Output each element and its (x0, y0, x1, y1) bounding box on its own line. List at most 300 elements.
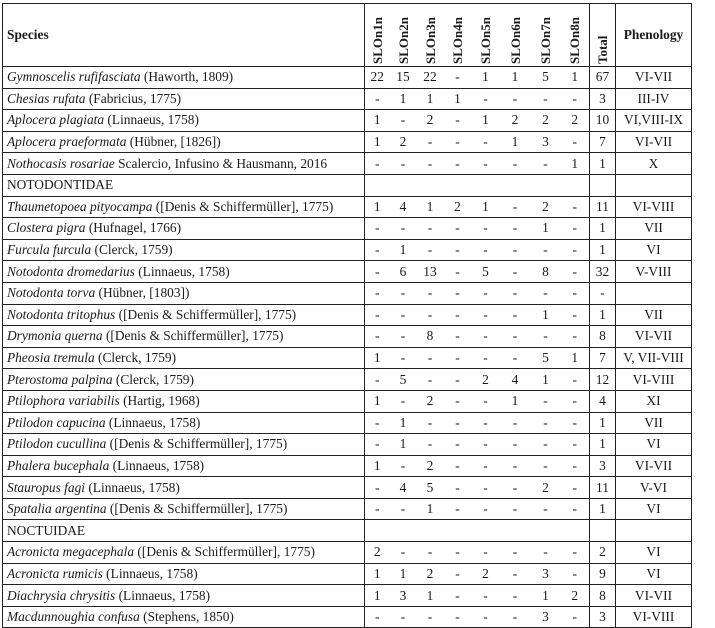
site-count: - (455, 306, 460, 322)
scientific-name: Notodonta torva (7, 285, 96, 301)
family-row (3, 520, 692, 542)
table-row (3, 196, 692, 218)
table-row (3, 455, 692, 477)
site-count: - (483, 479, 488, 495)
site-count: - (512, 479, 518, 495)
site-count: - (483, 436, 488, 452)
species-name (3, 326, 365, 348)
site-count: - (512, 198, 518, 214)
table-row (3, 304, 692, 326)
site-count: - (375, 414, 380, 430)
site-count: 2 (482, 565, 489, 581)
site-count: - (543, 90, 548, 106)
scientific-name: Ptilophora variabilis (7, 393, 120, 409)
phenology-value: V-VIII (635, 263, 672, 279)
site-count: - (375, 501, 380, 517)
site-count: - (512, 306, 518, 322)
total-count: 32 (590, 261, 616, 283)
site-count: 1 (373, 198, 381, 214)
table-row (3, 390, 692, 412)
family-row (3, 174, 692, 196)
site-count: - (455, 587, 460, 603)
scientific-name: Gymnoscelis rufifasciata (7, 69, 141, 85)
site-count: 1 (542, 371, 549, 387)
site-count: - (400, 112, 406, 128)
species-name (3, 369, 365, 391)
site-count: 5 (482, 263, 489, 279)
site-count (472, 520, 500, 542)
site-count: - (512, 609, 518, 625)
author: (Linnaeus, 1758) (102, 565, 198, 581)
site-count: 1 (373, 134, 381, 150)
site-count: - (400, 328, 406, 344)
total-count (590, 174, 616, 196)
site-count: - (483, 457, 488, 473)
site-count: - (375, 328, 380, 344)
scientific-name: Ptilodon capucina (7, 414, 106, 430)
site-count: 1 (373, 350, 381, 366)
site-count: - (375, 306, 380, 322)
site-count: 3 (542, 134, 549, 150)
site-count: - (455, 501, 460, 517)
table-body (3, 67, 692, 628)
site-count: - (512, 328, 518, 344)
site-count: 13 (423, 263, 437, 279)
scientific-name: Acronicta rumicis (7, 565, 103, 581)
site-count: - (427, 306, 433, 322)
site-count: - (483, 242, 488, 258)
site-count: - (572, 242, 577, 258)
site-count: 1 (373, 587, 381, 603)
scientific-name: Nothocasis rosariae (7, 155, 115, 171)
site-count: 2 (399, 134, 407, 150)
site-count (417, 174, 444, 196)
site-count: 1 (571, 155, 579, 171)
site-count: - (483, 285, 488, 301)
site-count: 2 (426, 457, 434, 473)
site-count: - (483, 609, 488, 625)
site-count (444, 520, 472, 542)
site-count: 1 (426, 198, 434, 214)
species-name (3, 412, 365, 434)
species-name (3, 304, 365, 326)
site-count: - (512, 436, 518, 452)
total-count: 1 (590, 218, 616, 240)
species-name (3, 563, 365, 585)
site-count: - (400, 306, 406, 322)
author: (Clerck, 1759) (94, 350, 177, 366)
family-label: NOCTUIDAE (7, 522, 86, 538)
site-count: - (572, 263, 577, 279)
site-count: - (455, 457, 460, 473)
species-name (3, 542, 365, 564)
scientific-name: Notodonta tritophus (7, 306, 116, 322)
site-header: SLOn7n (538, 17, 553, 64)
site-count: 22 (370, 69, 384, 85)
site-count: - (512, 565, 518, 581)
author: ([Denis & Schiffermüller], 1775) (115, 306, 297, 322)
total-count: 8 (590, 585, 616, 607)
species-name (3, 196, 365, 218)
site-count: 2 (542, 479, 549, 495)
site-count: - (375, 285, 380, 301)
site-count: 2 (482, 371, 489, 387)
site-count: - (512, 350, 518, 366)
scientific-name: Aplocera praeformata (7, 134, 127, 150)
site-count: - (427, 544, 433, 560)
site-count: - (512, 263, 518, 279)
table-row (3, 218, 692, 240)
phenology-value: III-IV (637, 90, 670, 106)
phenology-header: Phenology (616, 4, 692, 67)
site-count: 4 (511, 371, 519, 387)
species-name (3, 131, 365, 153)
site-count: - (455, 544, 460, 560)
site-count: 1 (482, 198, 489, 214)
site-count: - (483, 155, 488, 171)
site-count: 3 (542, 609, 549, 625)
total-count: 8 (590, 326, 616, 348)
table-row (3, 369, 692, 391)
site-count: - (512, 587, 518, 603)
site-count (531, 520, 561, 542)
site-count: - (512, 242, 518, 258)
site-count: 5 (426, 479, 434, 495)
site-count: - (427, 155, 433, 171)
site-count: - (543, 457, 548, 473)
total-count: 9 (590, 563, 616, 585)
site-count: - (572, 371, 577, 387)
site-count: 4 (399, 198, 407, 214)
family-label: NOTODONTIDAE (7, 177, 114, 193)
site-count: 1 (542, 587, 549, 603)
site-count: - (543, 155, 548, 171)
table-row (3, 239, 692, 261)
species-name (3, 477, 365, 499)
author: (Haworth, 1809) (140, 69, 234, 85)
header-row (3, 4, 692, 67)
total-count: 3 (590, 88, 616, 110)
site-count: 1 (399, 90, 407, 106)
phenology-value: XI (646, 393, 661, 409)
site-count: - (483, 220, 488, 236)
total-count: 2 (590, 542, 616, 564)
site-count: 1 (571, 69, 579, 85)
scientific-name: Notodonta dromedarius (7, 263, 135, 279)
phenology-value: VI (646, 544, 661, 560)
site-count: - (543, 544, 548, 560)
site-count: - (483, 393, 488, 409)
phenology-value (616, 282, 692, 304)
author: (Hartig, 1968) (119, 393, 200, 409)
site-count: - (455, 609, 460, 625)
site-count: - (427, 436, 433, 452)
site-count: - (572, 609, 577, 625)
scientific-name: Pheosia tremula (7, 350, 95, 366)
site-count: - (455, 393, 460, 409)
site-count: - (572, 501, 577, 517)
site-count: - (375, 155, 380, 171)
site-count: - (375, 436, 380, 452)
site-count: - (455, 242, 460, 258)
site-count: 1 (542, 220, 549, 236)
scientific-name: Pterostoma palpina (7, 371, 113, 387)
author: (Linnaeus, 1758) (104, 112, 199, 128)
site-count: - (483, 350, 488, 366)
site-count: 1 (399, 242, 407, 258)
phenology-value: VI-VII (634, 457, 673, 473)
site-header: SLOn1n (369, 17, 385, 64)
site-count: - (455, 436, 460, 452)
table-row (3, 110, 692, 132)
author: (Linnaeus, 1758) (109, 457, 205, 473)
total-count: 1 (590, 304, 616, 326)
site-count: - (543, 501, 548, 517)
species-name (3, 455, 365, 477)
site-count: 2 (571, 587, 579, 603)
scientific-name: Chesias rufata (7, 90, 86, 106)
site-count: - (427, 220, 433, 236)
site-count: - (455, 414, 460, 430)
author: ([Denis & Schiffermüller], 1775) (106, 501, 288, 517)
site-count: 1 (399, 436, 407, 452)
phenology-value: VI (646, 436, 661, 452)
table-row (3, 585, 692, 607)
site-count: - (572, 544, 577, 560)
author: (Fabricius, 1775) (85, 90, 182, 106)
author: ([Denis & Schiffermüller], 1775) (152, 198, 334, 214)
scientific-name: Macdunnoughia confusa (7, 609, 140, 625)
author: ([Denis & Schiffermüller], 1775) (102, 328, 284, 344)
site-count: 2 (426, 565, 434, 581)
table-row (3, 347, 692, 369)
author: (Clerck, 1759) (91, 242, 173, 258)
site-count: - (543, 242, 548, 258)
site-count: 1 (571, 350, 579, 366)
site-count: - (512, 544, 518, 560)
site-count: - (455, 69, 460, 85)
scientific-name: Spatalia argentina (7, 501, 107, 517)
table-row (3, 412, 692, 434)
site-count: 3 (542, 565, 549, 581)
scientific-name: Ptilodon cucullina (7, 436, 107, 452)
species-name (3, 390, 365, 412)
site-count: - (427, 242, 433, 258)
species-name (3, 261, 365, 283)
scientific-name: Drymonia querna (7, 328, 103, 344)
site-count: 1 (511, 69, 519, 85)
site-count: - (455, 479, 460, 495)
site-count: 2 (542, 198, 549, 214)
phenology-value: VI (646, 242, 661, 258)
table-row (3, 326, 692, 348)
site-count: - (572, 90, 577, 106)
species-name (3, 498, 365, 520)
phenology-value: VI (646, 501, 661, 517)
phenology-value: VI (646, 565, 661, 581)
site-count (472, 174, 500, 196)
site-count: 1 (399, 414, 407, 430)
site-count: - (512, 457, 518, 473)
site-count: - (455, 565, 460, 581)
total-header: Total (595, 35, 610, 64)
site-count: - (375, 263, 380, 279)
site-header: SLOn8n (567, 17, 583, 64)
site-header: SLOn3n (422, 17, 438, 64)
total-count (590, 520, 616, 542)
author: ([Denis & Schiffermüller], 1775) (106, 436, 288, 452)
site-count: 8 (426, 328, 434, 344)
site-count: 15 (396, 69, 410, 85)
site-count: - (455, 328, 460, 344)
site-header: SLOn2n (395, 17, 411, 64)
site-count: - (427, 609, 433, 625)
total-count: - (590, 282, 616, 304)
site-count: - (427, 134, 433, 150)
species-name (3, 239, 365, 261)
table-row (3, 153, 692, 175)
site-count: - (400, 609, 406, 625)
site-count: 1 (426, 90, 434, 106)
site-count: - (427, 414, 433, 430)
site-count: 1 (482, 69, 489, 85)
site-count: - (512, 501, 518, 517)
site-count: - (572, 414, 577, 430)
total-count: 3 (590, 455, 616, 477)
site-count: 2 (571, 112, 579, 128)
site-count: - (512, 414, 518, 430)
site-count: - (543, 328, 548, 344)
site-count (444, 174, 472, 196)
site-count: - (543, 414, 548, 430)
site-count: - (455, 112, 460, 128)
site-count: 1 (511, 134, 519, 150)
site-count: - (512, 285, 518, 301)
author: ([Denis & Schiffermüller], 1775) (134, 544, 315, 560)
scientific-name: Thaumetopoea pityocampa (7, 198, 153, 214)
site-count: 6 (399, 263, 407, 279)
site-count: 1 (454, 90, 461, 106)
site-count: - (512, 220, 518, 236)
phenology-value: V-VI (639, 479, 668, 495)
site-count: 1 (511, 393, 519, 409)
site-count: 1 (373, 393, 381, 409)
site-count: 2 (426, 393, 434, 409)
species-name (3, 218, 365, 240)
site-count (390, 520, 417, 542)
site-count: - (455, 134, 460, 150)
phenology-value: VI-VII (634, 328, 673, 344)
author: (Hufnagel, 1766) (85, 220, 182, 236)
site-count (500, 174, 531, 196)
site-count: 22 (423, 69, 437, 85)
table-row (3, 434, 692, 456)
total-count: 1 (590, 498, 616, 520)
site-count: - (400, 350, 406, 366)
site-count: - (512, 90, 518, 106)
author: (Linnaeus, 1758) (85, 479, 180, 495)
site-count: - (572, 393, 577, 409)
table-row (3, 88, 692, 110)
author: (Clerck, 1759) (112, 371, 194, 387)
site-count: - (455, 285, 460, 301)
total-count: 12 (590, 369, 616, 391)
table-row (3, 563, 692, 585)
site-count: 5 (542, 69, 549, 85)
site-count: - (400, 501, 406, 517)
site-count: - (483, 328, 488, 344)
phenology-value: VI,VIII-IX (623, 112, 684, 128)
site-count: - (375, 609, 380, 625)
scientific-name: Clostera pigra (7, 220, 86, 236)
site-count: - (483, 134, 488, 150)
site-count: 2 (511, 112, 519, 128)
total-count: 67 (590, 67, 616, 89)
total-count: 1 (590, 412, 616, 434)
phenology-value: X (648, 155, 659, 171)
site-count: - (427, 285, 433, 301)
site-count: 5 (399, 371, 407, 387)
scientific-name: Phalera bucephala (7, 457, 110, 473)
site-count: 1 (482, 112, 489, 128)
site-count: - (455, 263, 460, 279)
site-count: - (572, 328, 577, 344)
site-count (531, 174, 561, 196)
site-count: 5 (542, 350, 549, 366)
site-count: - (455, 371, 460, 387)
site-count: - (400, 393, 406, 409)
site-count: - (483, 306, 488, 322)
phenology-value: VII (644, 306, 663, 322)
site-count: - (375, 90, 380, 106)
phenology-value: V, VII-VIII (623, 350, 684, 366)
phenology-value: VII (644, 220, 663, 236)
scientific-name: Furcula furcula (7, 242, 92, 258)
table-row (3, 282, 692, 304)
table-row (3, 606, 692, 628)
site-header: SLOn5n (478, 17, 493, 64)
phenology-value: VI-VIII (632, 371, 675, 387)
total-count: 1 (590, 434, 616, 456)
site-count: 2 (542, 112, 549, 128)
total-count: 7 (590, 131, 616, 153)
species-name (3, 585, 365, 607)
site-count: 3 (399, 587, 407, 603)
author: (Linnaeus, 1758) (105, 414, 201, 430)
site-count: 2 (454, 198, 461, 214)
table-row (3, 261, 692, 283)
site-count (390, 174, 417, 196)
site-count: - (400, 544, 406, 560)
phenology-value (616, 174, 692, 196)
site-count (417, 520, 444, 542)
site-count: - (572, 436, 577, 452)
site-count: - (427, 350, 433, 366)
site-count: - (543, 393, 548, 409)
site-count: - (400, 155, 406, 171)
site-count: - (455, 155, 460, 171)
total-count: 3 (590, 606, 616, 628)
phenology-value: VI-VIII (632, 198, 675, 214)
phenology-value: VII (644, 414, 663, 430)
site-count: - (400, 457, 406, 473)
table-row (3, 131, 692, 153)
species-name (3, 434, 365, 456)
family-name (3, 520, 365, 542)
author: (Hübner, [1826]) (126, 134, 221, 150)
site-count: - (483, 544, 488, 560)
site-count: - (572, 306, 577, 322)
